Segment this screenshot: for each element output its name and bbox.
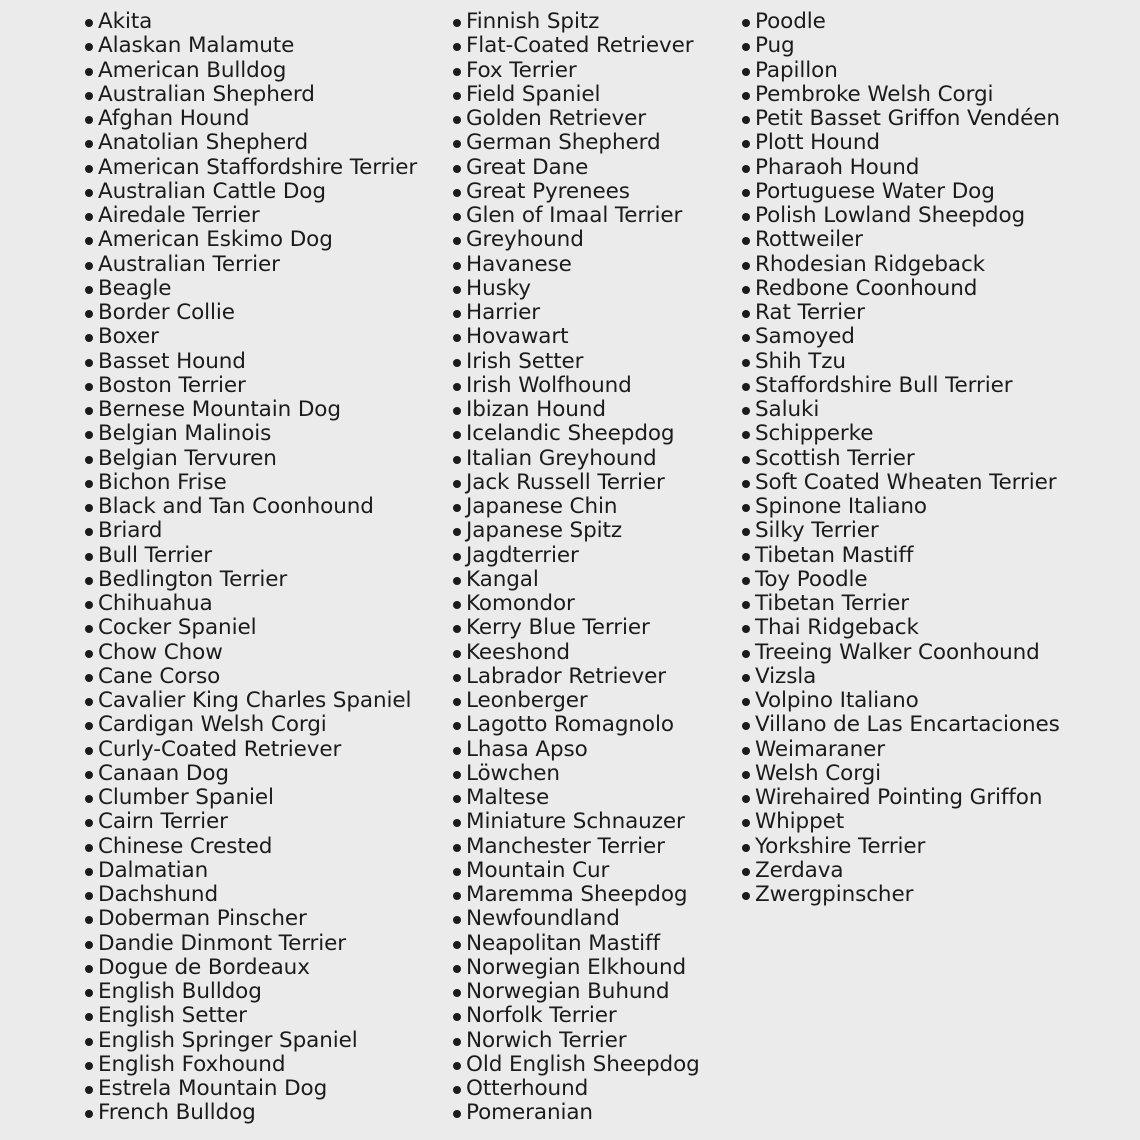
- breed-list-item: Weimaraner: [739, 738, 1060, 762]
- breed-list-item: Ibizan Hound: [450, 398, 700, 422]
- breed-list-item: Spinone Italiano: [739, 495, 1060, 519]
- breed-list-item: Villano de Las Encartaciones: [739, 713, 1060, 737]
- breed-list-item: Wirehaired Pointing Griffon: [739, 786, 1060, 810]
- breed-list-item: Chow Chow: [82, 641, 417, 665]
- breed-list-item: Komondor: [450, 592, 700, 616]
- breed-list-item: Papillon: [739, 59, 1060, 83]
- breed-list-item: Saluki: [739, 398, 1060, 422]
- breed-list-item: Jack Russell Terrier: [450, 471, 700, 495]
- breed-list-item: American Eskimo Dog: [82, 228, 417, 252]
- breed-list-item: Maremma Sheepdog: [450, 883, 700, 907]
- breed-list-item: Briard: [82, 519, 417, 543]
- breed-list-item: Cairn Terrier: [82, 810, 417, 834]
- breed-list-item: Black and Tan Coonhound: [82, 495, 417, 519]
- breed-list-item: Pug: [739, 34, 1060, 58]
- breed-list-item: English Bulldog: [82, 980, 417, 1004]
- breed-list-item: Belgian Tervuren: [82, 447, 417, 471]
- breed-list-item: Australian Cattle Dog: [82, 180, 417, 204]
- breed-list-item: Fox Terrier: [450, 59, 700, 83]
- breed-list-item: Pembroke Welsh Corgi: [739, 83, 1060, 107]
- breed-list-item: Norwegian Buhund: [450, 980, 700, 1004]
- breed-list-item: Akita: [82, 10, 417, 34]
- breed-list-item: Flat-Coated Retriever: [450, 34, 700, 58]
- breed-list-item: Keeshond: [450, 641, 700, 665]
- breed-list-item: Australian Terrier: [82, 253, 417, 277]
- breed-list-item: Maltese: [450, 786, 700, 810]
- breed-list-item: Kerry Blue Terrier: [450, 616, 700, 640]
- breed-list-item: Afghan Hound: [82, 107, 417, 131]
- breed-list-item: Volpino Italiano: [739, 689, 1060, 713]
- breed-column-3: [739, 10, 1060, 907]
- breed-list-item: Doberman Pinscher: [82, 907, 417, 931]
- breed-list-item: Lhasa Apso: [450, 738, 700, 762]
- breed-list-item: Estrela Mountain Dog: [82, 1077, 417, 1101]
- breed-list-item: Soft Coated Wheaten Terrier: [739, 471, 1060, 495]
- breed-list-item: Staffordshire Bull Terrier: [739, 374, 1060, 398]
- breed-list-item: Cane Corso: [82, 665, 417, 689]
- breed-list-item: Treeing Walker Coonhound: [739, 641, 1060, 665]
- breed-list-item: Welsh Corgi: [739, 762, 1060, 786]
- breed-list-item: Polish Lowland Sheepdog: [739, 204, 1060, 228]
- breed-list-item: Irish Setter: [450, 350, 700, 374]
- breed-list-item: Basset Hound: [82, 350, 417, 374]
- breed-list-item: Tibetan Mastiff: [739, 544, 1060, 568]
- breed-list-item: Havanese: [450, 253, 700, 277]
- breed-list-item: Vizsla: [739, 665, 1060, 689]
- breed-list-item: Schipperke: [739, 422, 1060, 446]
- breed-list-item: Otterhound: [450, 1077, 700, 1101]
- breed-list-item: Boston Terrier: [82, 374, 417, 398]
- breed-list-item: Norwich Terrier: [450, 1029, 700, 1053]
- breed-list-item: Norfolk Terrier: [450, 1004, 700, 1028]
- breed-list-item: Shih Tzu: [739, 350, 1060, 374]
- breed-list-item: Airedale Terrier: [82, 204, 417, 228]
- breed-list-item: Mountain Cur: [450, 859, 700, 883]
- breed-list-item: Silky Terrier: [739, 519, 1060, 543]
- breed-list-item: Curly-Coated Retriever: [82, 738, 417, 762]
- breed-list-item: Clumber Spaniel: [82, 786, 417, 810]
- breed-list-item: German Shepherd: [450, 131, 700, 155]
- breed-list-item: Boxer: [82, 325, 417, 349]
- breed-list-item: Redbone Coonhound: [739, 277, 1060, 301]
- breed-list-item: Yorkshire Terrier: [739, 835, 1060, 859]
- breed-list-item: Rottweiler: [739, 228, 1060, 252]
- breed-list-item: Petit Basset Griffon Vendéen: [739, 107, 1060, 131]
- breed-list-item: Harrier: [450, 301, 700, 325]
- breed-list-item: Norwegian Elkhound: [450, 956, 700, 980]
- breed-list-item: Toy Poodle: [739, 568, 1060, 592]
- breed-list-item: English Springer Spaniel: [82, 1029, 417, 1053]
- breed-list-item: Bedlington Terrier: [82, 568, 417, 592]
- breed-list-item: Manchester Terrier: [450, 835, 700, 859]
- breed-list-item: Border Collie: [82, 301, 417, 325]
- breed-list-item: Samoyed: [739, 325, 1060, 349]
- breed-list-item: Hovawart: [450, 325, 700, 349]
- breed-list-item: English Foxhound: [82, 1053, 417, 1077]
- breed-list-item: Chihuahua: [82, 592, 417, 616]
- breed-list-item: Greyhound: [450, 228, 700, 252]
- breed-list-item: Jagdterrier: [450, 544, 700, 568]
- breed-list-item: Zerdava: [739, 859, 1060, 883]
- breed-list-item: Old English Sheepdog: [450, 1053, 700, 1077]
- breed-list-item: Chinese Crested: [82, 835, 417, 859]
- breed-list-item: Dachshund: [82, 883, 417, 907]
- breed-list-item: Neapolitan Mastiff: [450, 932, 700, 956]
- breed-list-item: Labrador Retriever: [450, 665, 700, 689]
- breed-list-item: Anatolian Shepherd: [82, 131, 417, 155]
- breed-list-item: Beagle: [82, 277, 417, 301]
- breed-list-item: Dogue de Bordeaux: [82, 956, 417, 980]
- breed-list-item: Leonberger: [450, 689, 700, 713]
- breed-list-item: Glen of Imaal Terrier: [450, 204, 700, 228]
- breed-column-1: [82, 10, 417, 1126]
- breed-list-item: Cavalier King Charles Spaniel: [82, 689, 417, 713]
- breed-list-item: Dandie Dinmont Terrier: [82, 932, 417, 956]
- breed-list-item: American Bulldog: [82, 59, 417, 83]
- breed-list-item: Plott Hound: [739, 131, 1060, 155]
- breed-list-item: Finnish Spitz: [450, 10, 700, 34]
- breed-list-item: Great Dane: [450, 156, 700, 180]
- breed-list-item: Australian Shepherd: [82, 83, 417, 107]
- breed-list-item: Rhodesian Ridgeback: [739, 253, 1060, 277]
- breed-list-item: English Setter: [82, 1004, 417, 1028]
- breed-list-item: American Staffordshire Terrier: [82, 156, 417, 180]
- breed-list-item: Husky: [450, 277, 700, 301]
- breed-list-item: French Bulldog: [82, 1101, 417, 1125]
- breed-list-item: Zwergpinscher: [739, 883, 1060, 907]
- breed-list-item: Irish Wolfhound: [450, 374, 700, 398]
- breed-list-item: Portuguese Water Dog: [739, 180, 1060, 204]
- breed-list-item: Alaskan Malamute: [82, 34, 417, 58]
- breed-list-item: Rat Terrier: [739, 301, 1060, 325]
- breed-list-item: Japanese Chin: [450, 495, 700, 519]
- breed-column-2: [450, 10, 700, 1126]
- breed-list-item: Pharaoh Hound: [739, 156, 1060, 180]
- breed-list-item: Löwchen: [450, 762, 700, 786]
- breed-list-item: Newfoundland: [450, 907, 700, 931]
- breed-list-item: Italian Greyhound: [450, 447, 700, 471]
- breed-list-item: Belgian Malinois: [82, 422, 417, 446]
- breed-list-item: Scottish Terrier: [739, 447, 1060, 471]
- breed-list-item: Cocker Spaniel: [82, 616, 417, 640]
- breed-list-item: Canaan Dog: [82, 762, 417, 786]
- breed-list-item: Icelandic Sheepdog: [450, 422, 700, 446]
- breed-list-item: Bull Terrier: [82, 544, 417, 568]
- breed-list-item: Miniature Schnauzer: [450, 810, 700, 834]
- breed-list-item: Great Pyrenees: [450, 180, 700, 204]
- breed-list-item: Cardigan Welsh Corgi: [82, 713, 417, 737]
- breed-list-item: Golden Retriever: [450, 107, 700, 131]
- breed-list-item: Pomeranian: [450, 1101, 700, 1125]
- breed-list-item: Japanese Spitz: [450, 519, 700, 543]
- breed-list-item: Poodle: [739, 10, 1060, 34]
- breed-list-item: Kangal: [450, 568, 700, 592]
- breed-list-item: Thai Ridgeback: [739, 616, 1060, 640]
- breed-list-item: Field Spaniel: [450, 83, 700, 107]
- breed-list-item: Bichon Frise: [82, 471, 417, 495]
- breed-list-item: Whippet: [739, 810, 1060, 834]
- breed-list-item: Bernese Mountain Dog: [82, 398, 417, 422]
- breed-list-item: Tibetan Terrier: [739, 592, 1060, 616]
- breed-list-item: Dalmatian: [82, 859, 417, 883]
- breed-list-item: Lagotto Romagnolo: [450, 713, 700, 737]
